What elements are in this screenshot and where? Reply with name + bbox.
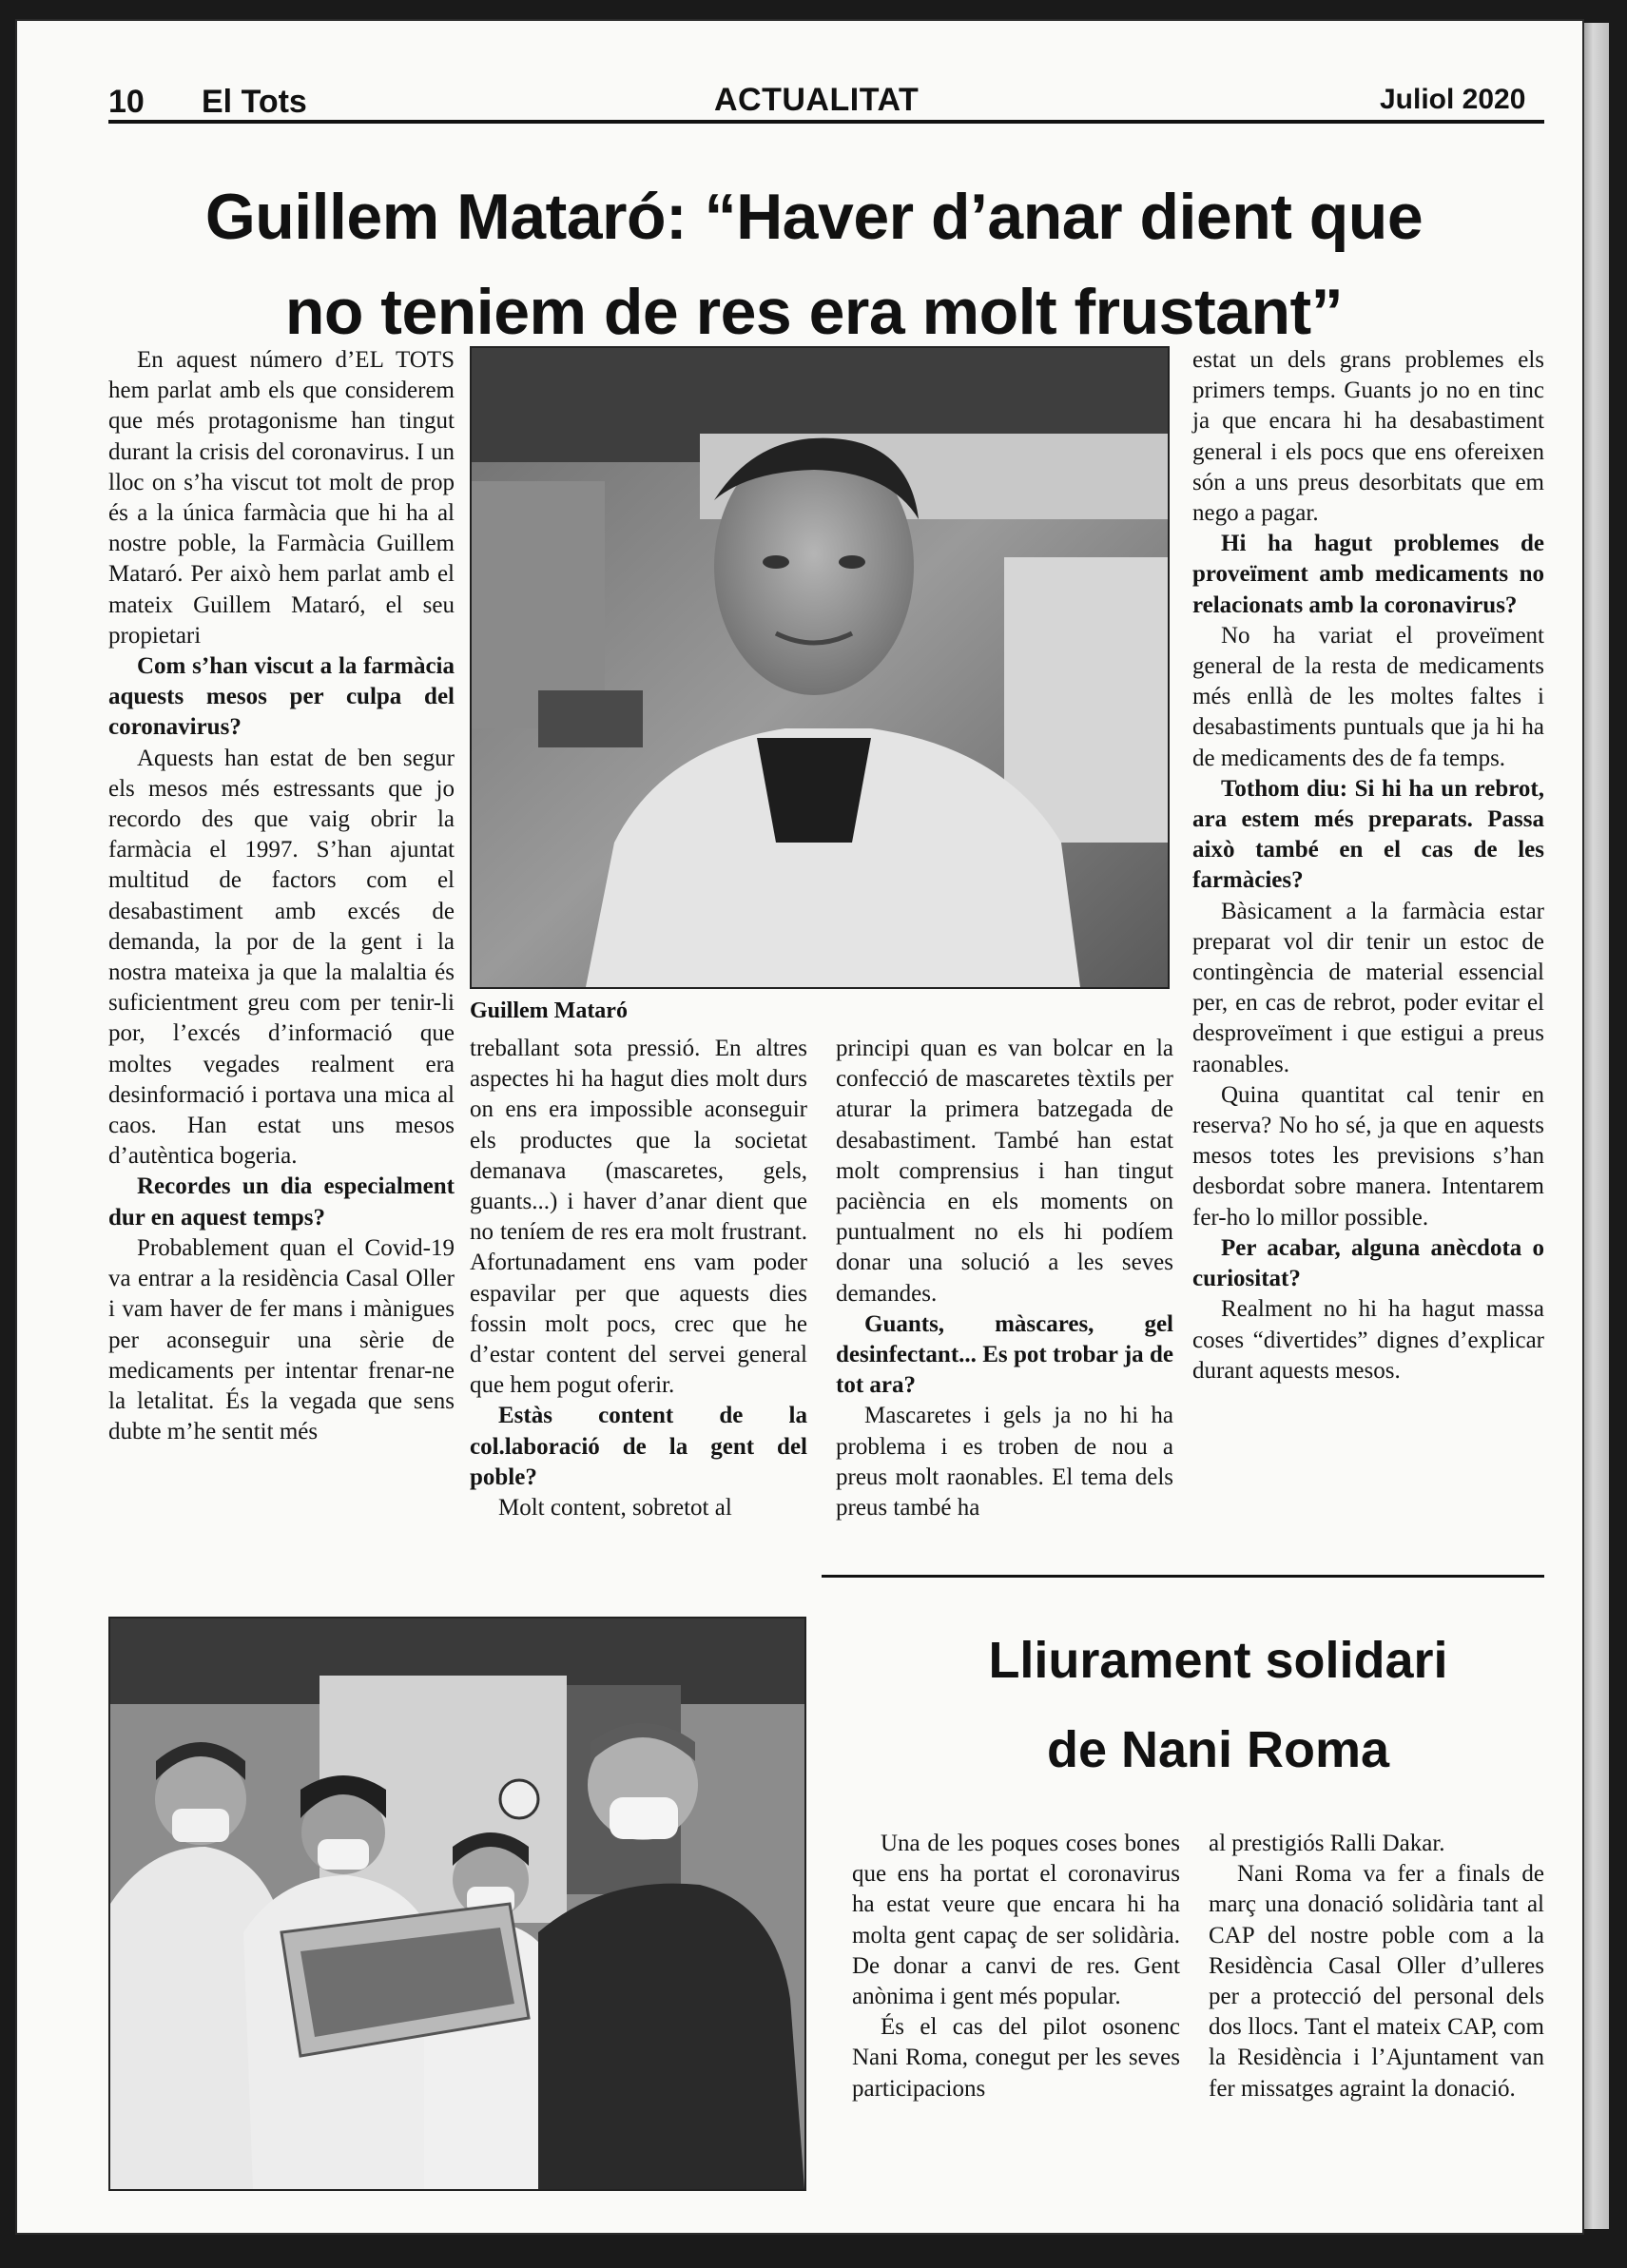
body-paragraph: Aquests han estat de ben segur els mesos més estressants que jo recordo des que vaig obrir la farmàcia el 1997. S’han ajuntat multitud de factors com el desabastiment amb excés de demanda, la por de la gent i la nostra mateixa ja que la malaltia és suficientment greu com per tenir-li por, l’excés d’informació que moltes vegades realment era desinformació i portava una mica al caos. Han estat uns mesos d’autèntica bogeria. — [108, 745, 455, 1170]
article-title-line1: Guillem Mataró: “Haver d’anar dient que — [204, 181, 1424, 253]
section-rule — [822, 1575, 1544, 1578]
body-paragraph: Quina quantitat cal tenir en reserva? No ho sé, ja que en aquests mesos totes les previsions s’han desbordat sobre manera. Intentarem fer-ho lo millor possible. — [1192, 1081, 1544, 1231]
article-column-3 — [836, 1034, 1173, 1523]
body-paragraph: No ha variat el proveïment general de la resta de medicaments més enllà de les moltes faltes i desabastiments puntuals que ja hi ha de medicaments des de fa temps. — [1192, 622, 1544, 771]
portrait-photo-image — [472, 348, 1168, 987]
article-column-1 — [108, 345, 455, 1447]
body-paragraph: Probablement quan el Covid-19 va entrar a la residència Casal Oller i vam haver de fer mans i mànigues per aconseguir una sèrie de medicaments per intentar frenar-ne la letalitat. És la vegada que sens dubte m’he sentit més — [108, 1234, 455, 1445]
article2-title-line1: Lliurament solidari — [988, 1632, 1448, 1689]
question-paragraph: Hi ha hagut problemes de proveïment amb medicaments no relacionats amb la coronavirus? — [1192, 531, 1544, 618]
article-title — [129, 169, 1499, 359]
photo-caption: Guillem Mataró — [470, 998, 628, 1023]
body-paragraph: En aquest número d’EL TOTS hem parlat amb els que considerem que més protagonisme han tingut durant la crisis del coronavirus. I un lloc on s’ha viscut tot molt de prop és a la única farmàcia que hi ha al nostre poble, la Farmàcia Guillem Mataró. Per això hem parlat amb el mateix Guillem Mataró, el seu propietari — [108, 347, 455, 649]
group-photo — [108, 1617, 806, 2191]
body-paragraph: principi quan es van bolcar en la confecció de mascaretes tèxtils per aturar la primera batzegada de desabastiment. També han estat molt comprensius i han tingut paciència en els moments on puntualment no els hi podíem donar una solució a les seves demandes. — [836, 1036, 1173, 1307]
question-paragraph: Per acabar, alguna anècdota o curiositat? — [1192, 1234, 1544, 1292]
header-rule — [108, 120, 1544, 124]
article-title-line2: no teniem de res era molt frustant” — [284, 276, 1344, 348]
page-number: 10 — [108, 84, 145, 120]
portrait-photo — [470, 346, 1170, 989]
section-label: ACTUALITAT — [714, 82, 920, 118]
question-paragraph: Tothom diu: Si hi ha un rebrot, ara estem més preparats. Passa això també en el cas de les farmàcies? — [1192, 775, 1544, 894]
article-column-2 — [470, 1034, 807, 1523]
publication-name: El Tots — [202, 84, 307, 120]
article2-column-2 — [1209, 1829, 1544, 2104]
question-paragraph: Guants, màscares, gel desinfectant... Es pot trobar ja de tot ara? — [836, 1310, 1173, 1399]
article2-title — [852, 1617, 1584, 1793]
body-paragraph: estat un dels grans problemes els primers temps. Guants jo no en tinc ja que encara hi ha desabastiment general i els pocs que ens ofereixen són a uns preus desorbitats que em nego a pagar. — [1192, 347, 1544, 527]
body-paragraph: Realment no hi ha hagut massa coses “divertides” dignes d’explicar durant aquests mesos. — [1192, 1296, 1544, 1384]
article2-column-1 — [852, 1829, 1180, 2104]
body-paragraph: Bàsicament a la farmàcia estar preparat vol dir tenir un estoc de contingència de material essencial per, en cas de rebrot, poder evitar el desproveïment i que estigui a preus raonables. — [1192, 898, 1544, 1077]
issue-date: Juliol 2020 — [1380, 84, 1526, 115]
newspaper-page — [15, 19, 1584, 2235]
group-photo-image — [110, 1619, 804, 2189]
article-column-4 — [1192, 345, 1544, 1386]
body-paragraph: Una de les poques coses bones que ens ha portat el coronavirus ha estat veure que encara hi ha molta gent capaç de ser solidària. De donar a canvi de res. Gent anònima i gent més popular. — [852, 1831, 1180, 2010]
body-paragraph: Nani Roma va fer a finals de març una donació solidària tant al CAP del nostre poble com a la Residència Casal Oller d’ulleres per a protecció del personal dels dos llocs. Tant el mateix CAP, com la Residència i l’Ajuntament van fer missatges agraint la donació. — [1209, 1861, 1544, 2102]
adjacent-page-edge — [1582, 23, 1609, 2229]
article2-title-line2: de Nani Roma — [1046, 1721, 1390, 1778]
body-paragraph: Molt content, sobretot al — [498, 1495, 732, 1522]
body-paragraph: Mascaretes i gels ja no hi ha problema i es troben de nou a preus molt raonables. El tema dels preus també ha — [836, 1403, 1173, 1522]
body-paragraph: És el cas del pilot osonenc Nani Roma, conegut per les seves participacions — [852, 2014, 1180, 2102]
body-paragraph: al prestigiós Ralli Dakar. — [1209, 1831, 1445, 1856]
body-paragraph: treballant sota pressió. En altres aspectes hi ha hagut dies molt durs on ens era impossible aconseguir els productes que la societat demanava (mascaretes, gels, guants...) i haver d’anar dient que no teníem de res era molt frustrant. Afortunadament ens vam poder espavilar per que aquests dies fossin molt pocs, crec que he d’estar content del servei general que hem pogut oferir. — [470, 1036, 807, 1399]
question-paragraph: Recordes un dia especialment dur en aquest temps? — [108, 1173, 455, 1231]
question-paragraph: Com s’han viscut a la farmàcia aquests mesos per culpa del coronavirus? — [108, 653, 455, 741]
question-paragraph: Estàs content de la col.laboració de la gent del poble? — [470, 1403, 807, 1490]
